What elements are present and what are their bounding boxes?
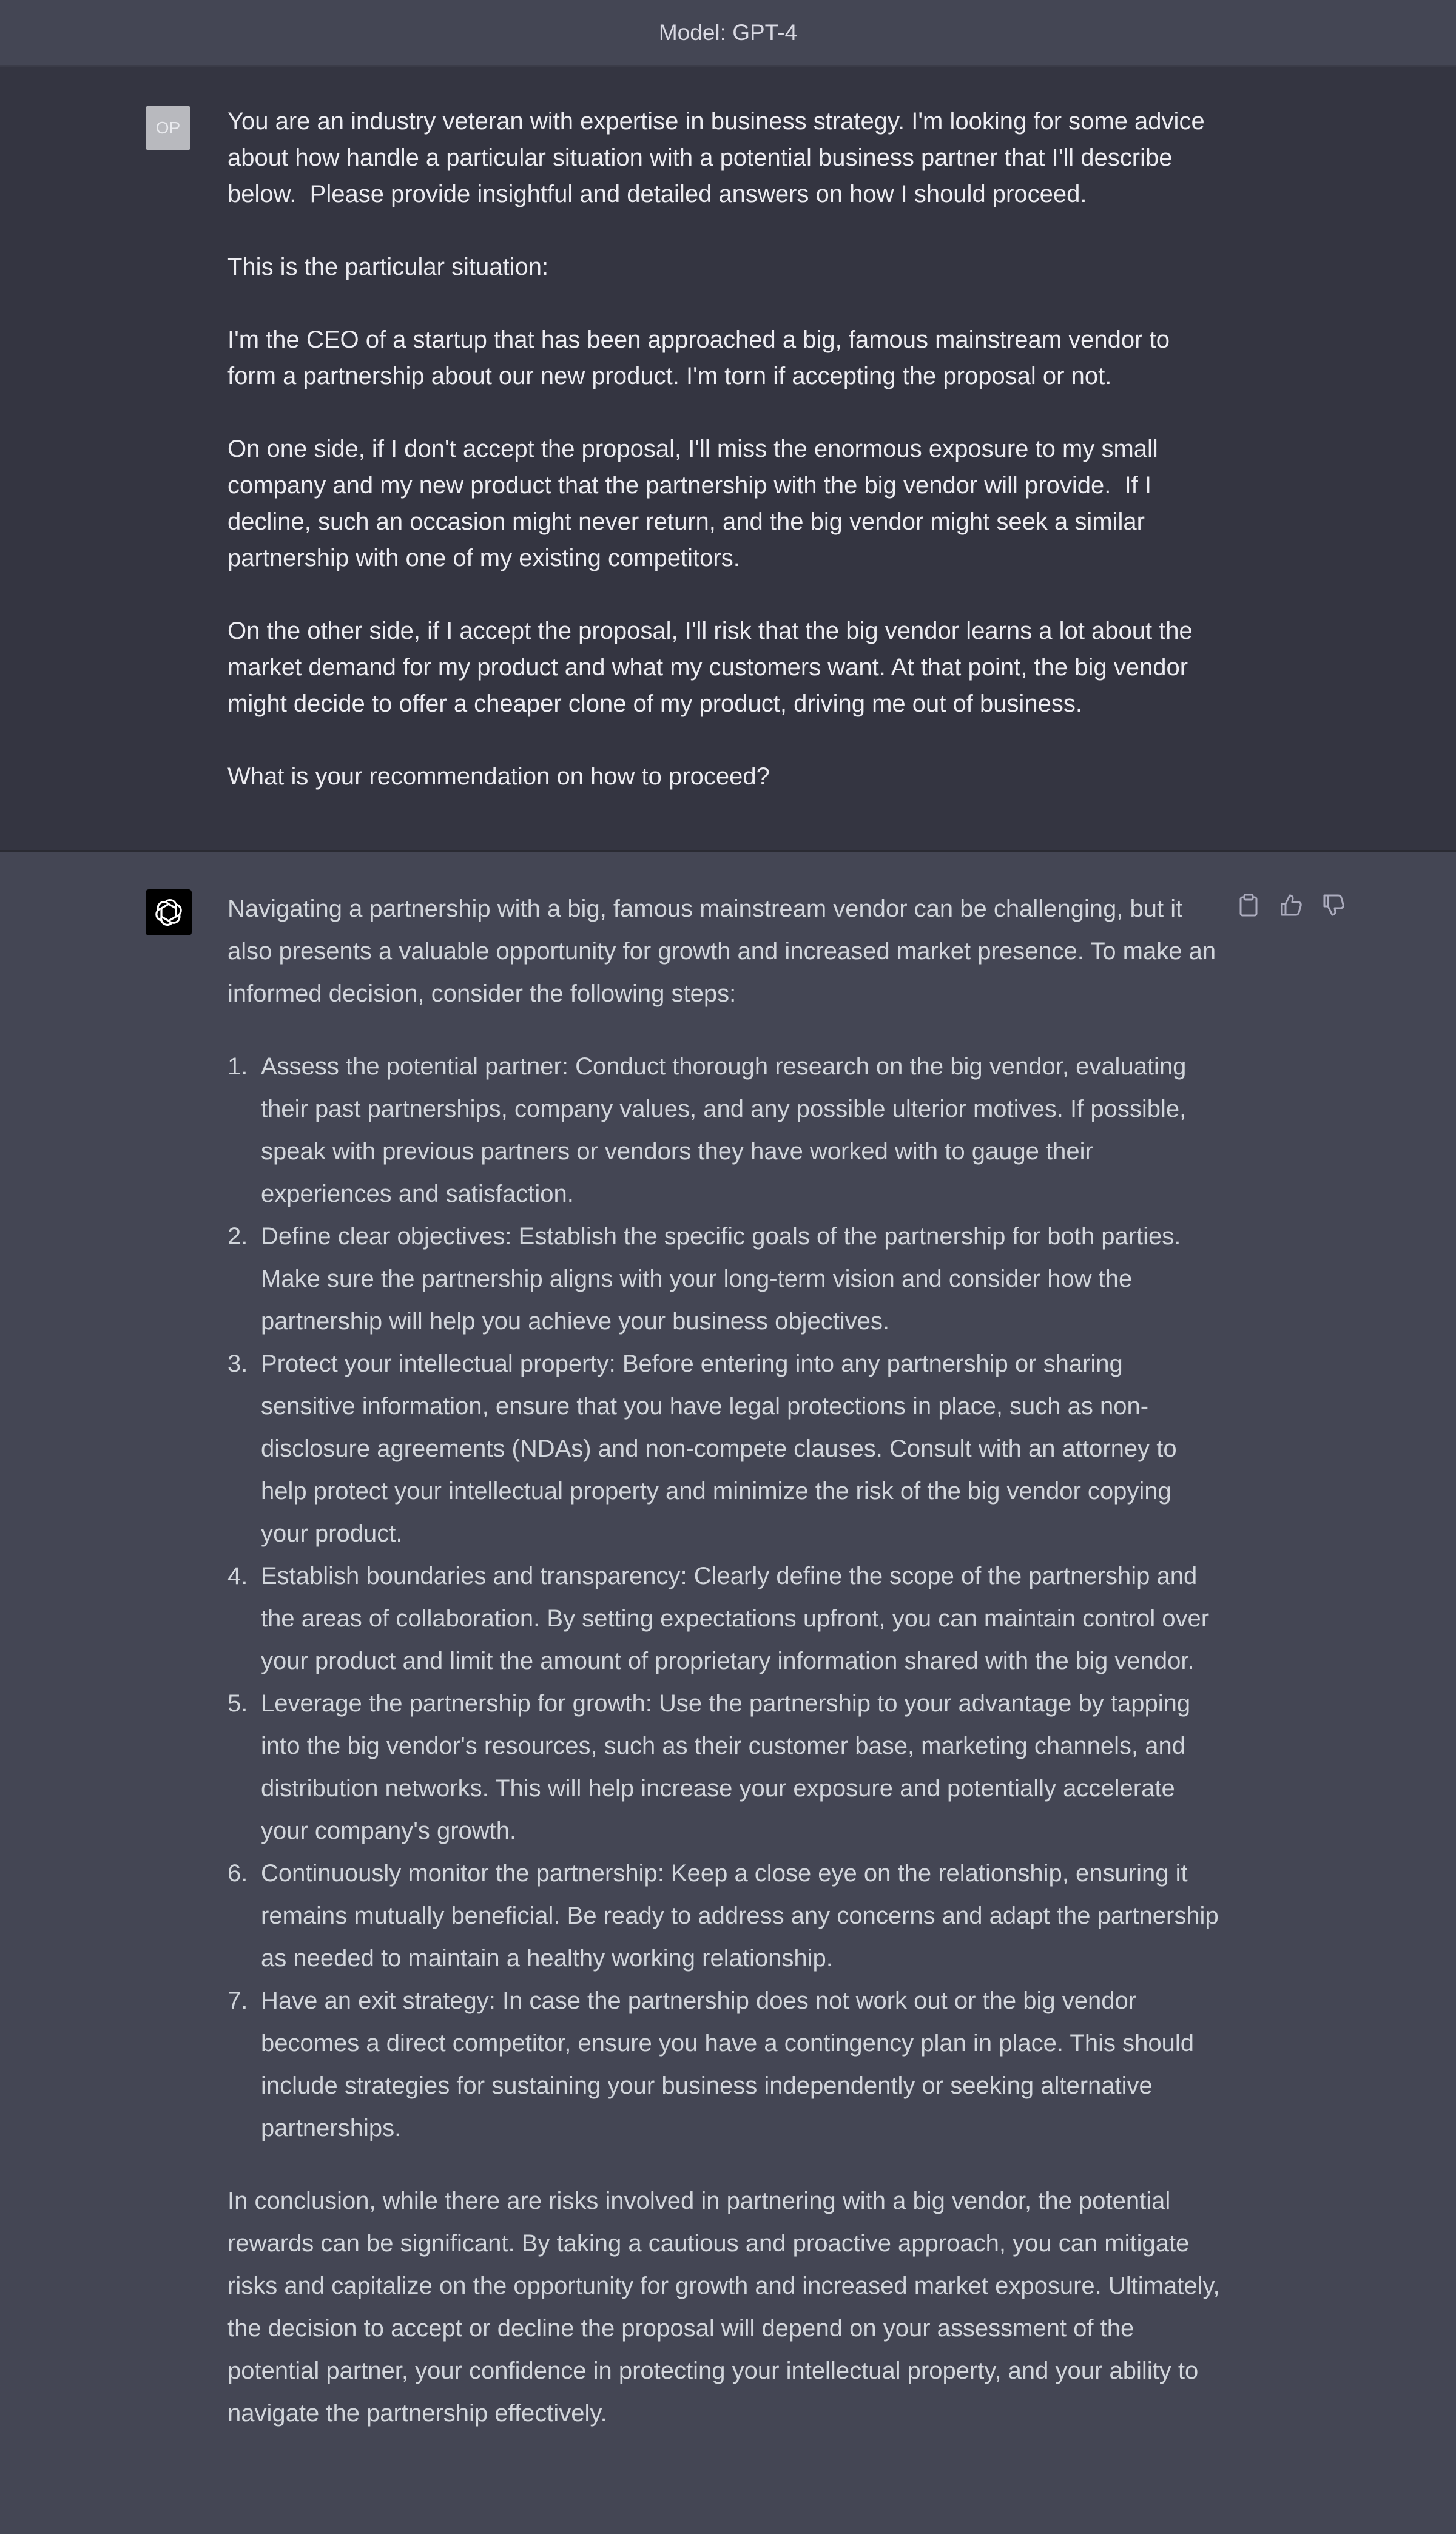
copy-button[interactable]: [1235, 892, 1262, 918]
thumbs-down-icon: [1321, 893, 1346, 917]
clipboard-icon: [1238, 893, 1259, 917]
list-item-text: Have an exit strategy: In case the partnership does not work out or the big vendor becomes a direct competitor, ensure you have a contingency plan in place. This should include strategies for sustaining your business independently or seeking alternative partnerships.: [261, 1987, 1194, 2141]
top-bar: [0, 0, 1456, 67]
list-item: [228, 1980, 1222, 2149]
user-paragraph: On one side, if I don't accept the proposal, I'll miss the enormous exposure to my small company and my new product that the partnership with the big vendor will provide. If I decline, such an occasion might never return, and the big vendor might seek a similar partnership with one of my existing competitors.: [228, 436, 1165, 571]
user-paragraph: I'm the CEO of a startup that has been approached a big, famous mainstream vendor to form a partnership about our new product. I'm torn if accepting the proposal or not.: [228, 326, 1177, 389]
list-item: [228, 1045, 1222, 1215]
assistant-message-text: [228, 888, 1222, 2435]
assistant-avatar: [146, 889, 192, 935]
list-item-text: Establish boundaries and transparency: Clearly define the scope of the partnership and the areas of collaboration. By setting expectations upfront, you can maintain control over your product and limit the amount of proprietary information shared with the big vendor.: [261, 1563, 1210, 1674]
list-item: [228, 1343, 1222, 1555]
list-item-text: Protect your intellectual property: Before entering into any partnership or sharing sensitive information, ensure that you have legal protections in place, such as non-disclosure agreements (NDAs) and non-compete clauses. Consult with an attorney to help protect your intellectual property and minimize the risk of the big vendor copying your product.: [261, 1350, 1177, 1547]
list-number: 2.: [228, 1223, 248, 1250]
user-paragraph: What is your recommendation on how to proceed?: [228, 763, 770, 790]
list-item: [228, 1555, 1222, 1682]
list-number: 3.: [228, 1350, 248, 1377]
list-item-text: Leverage the partnership for growth: Use the partnership to your advantage by tapping into the big vendor's resources, such as their customer base, marketing channels, and distribution networks. This will help increase your exposure and potentially accelerate your company's growth.: [261, 1690, 1191, 1844]
list-item-text: Define clear objectives: Establish the specific goals of the partnership for both parties. Make sure the partnership aligns with your long-term vision and consider how the partnership will help you achieve your business objectives.: [261, 1223, 1181, 1335]
list-item: [228, 1682, 1222, 1852]
user-avatar: [146, 106, 190, 150]
list-item-text: Assess the potential partner: Conduct thorough research on the big vendor, evaluating their past partnerships, company values, and any possible ulterior motives. If possible, speak with previous partners or vendors they have worked with to gauge their experiences and satisfaction.: [261, 1053, 1187, 1207]
list-number: 4.: [228, 1563, 248, 1589]
thumbs-up-button[interactable]: [1278, 892, 1304, 918]
user-paragraph: You are an industry veteran with expertise in business strategy. I'm looking for some advice about how handle a particular situation with a potential business partner that I'll describe below. Please provide insightful and detailed answers on how I should proceed.: [228, 108, 1212, 207]
user-paragraph: On the other side, if I accept the proposal, I'll risk that the big vendor learns a lot about the market demand for my product and what my customers want. At that point, the big vendor might decide to offer a cheaper clone of my product, driving me out of business.: [228, 618, 1199, 717]
user-avatar-initials: OP: [155, 118, 181, 137]
user-message-text: [228, 103, 1222, 795]
list-item: [228, 1852, 1222, 1980]
assistant-message: [0, 852, 1456, 2534]
list-number: 1.: [228, 1053, 248, 1080]
model-label: Model: GPT-4: [658, 19, 798, 45]
user-message: [0, 67, 1456, 852]
assistant-conclusion: In conclusion, while there are risks involved in partnering with a big vendor, the potential rewards can be significant. By taking a cautious and proactive approach, you can mitigate risks and capitalize on the opportunity for growth and increased market exposure. Ultimately, the decision to accept or decline the proposal will depend on your assessment of the potential partner, your confidence in protecting your intellectual property, and your ability to navigate the partnership effectively.: [228, 2188, 1220, 2427]
assistant-intro: Navigating a partnership with a big, famous mainstream vendor can be challenging, but it also presents a valuable opportunity for growth and increased market presence. To make an informed decision, consider the following steps:: [228, 895, 1216, 1007]
list-item-text: Continuously monitor the partnership: Keep a close eye on the relationship, ensuring it remains mutually beneficial. Be ready to address any concerns and adapt the partnership as needed to maintain a healthy working relationship.: [261, 1860, 1219, 1972]
list-number: 7.: [228, 1987, 248, 2014]
openai-logo-icon: [152, 895, 186, 929]
user-paragraph: This is the particular situation:: [228, 254, 549, 280]
thumbs-down-button[interactable]: [1320, 892, 1347, 918]
list-number: 5.: [228, 1690, 248, 1717]
list-number: 6.: [228, 1860, 248, 1887]
message-actions: [1235, 892, 1347, 918]
thumbs-up-icon: [1279, 893, 1303, 917]
steps-list: [228, 1045, 1222, 2149]
list-item: [228, 1215, 1222, 1343]
